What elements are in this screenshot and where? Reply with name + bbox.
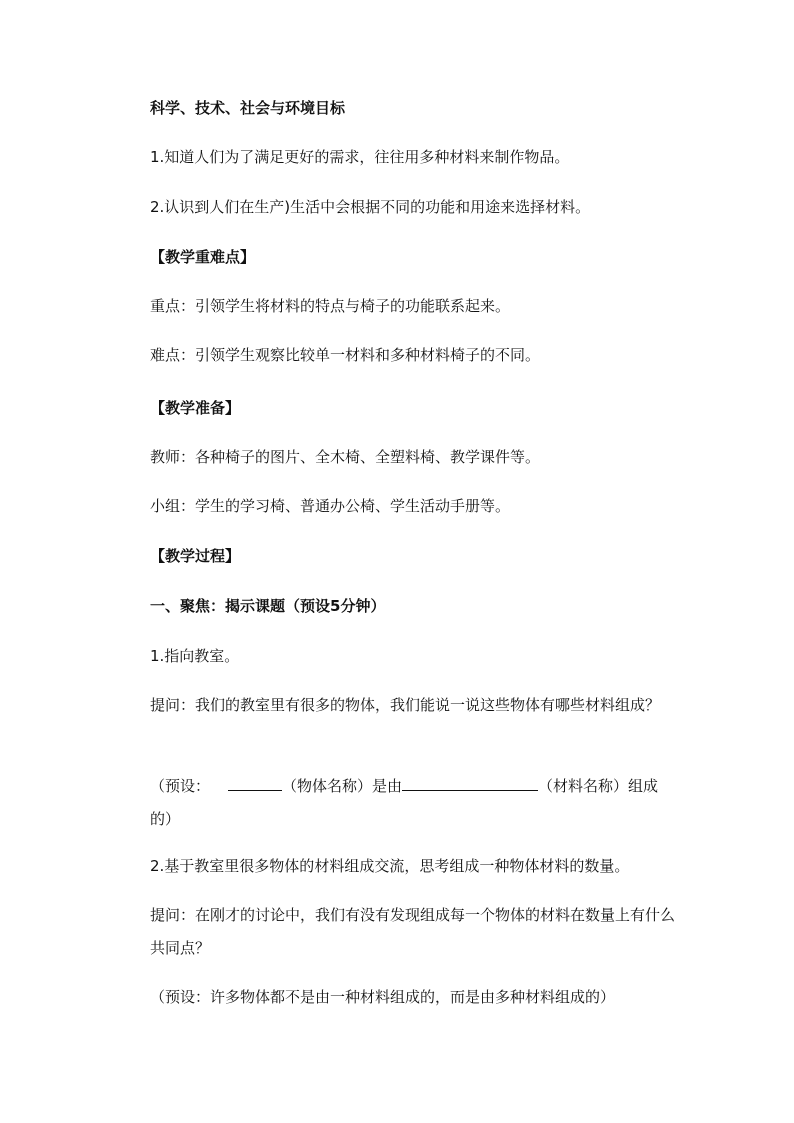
goal-item-2: 2.认识到人们在生产)生活中会根据不同的功能和用途来选择材料。 xyxy=(150,198,591,216)
process-heading: 【教学过程】 xyxy=(150,547,241,565)
preset-1 xyxy=(150,770,680,836)
step-1: 1.指向教室。 xyxy=(150,647,240,665)
teacher-preparation: 教师：各种椅子的图片、全木椅、全塑料椅、教学课件等。 xyxy=(150,448,541,466)
preparation-heading: 【教学准备】 xyxy=(150,399,241,417)
preset-1-start: （预设： xyxy=(150,777,211,795)
difficult-point: 难点：引领学生观察比较单一材料和多种材料椅子的不同。 xyxy=(150,346,541,364)
question-2: 提问：在刚才的讨论中，我们有没有发现组成每一个物体的材料在数量上有什么共同点？ xyxy=(150,906,676,957)
step-2: 2.基于教室里很多物体的材料组成交流，思考组成一种物体材料的数量。 xyxy=(150,857,630,875)
group-preparation: 小组：学生的学习椅、普通办公椅、学生活动手册等。 xyxy=(150,497,511,515)
question-1: 提问：我们的教室里有很多的物体，我们能说一说这些物体有哪些材料组成？ xyxy=(150,696,661,714)
key-points-heading: 【教学重难点】 xyxy=(150,248,256,266)
part-one-title: 一、聚焦：揭示课题（预设5分钟） xyxy=(150,597,386,615)
preset-1-end: （材料名称）组成的） xyxy=(150,777,659,828)
key-point: 重点：引领学生将材料的特点与椅子的功能联系起来。 xyxy=(150,297,511,315)
material-name-blank xyxy=(402,775,538,791)
preset-2: （预设：许多物体都不是由一种材料组成的，而是由多种材料组成的） xyxy=(150,988,616,1006)
section-goals-title: 科学、技术、社会与环境目标 xyxy=(150,99,346,117)
preset-1-mid: （物体名称）是由 xyxy=(282,777,403,795)
object-name-blank xyxy=(228,775,282,791)
goal-item-1: 1.知道人们为了满足更好的需求，往往用多种材料来制作物品。 xyxy=(150,148,570,166)
